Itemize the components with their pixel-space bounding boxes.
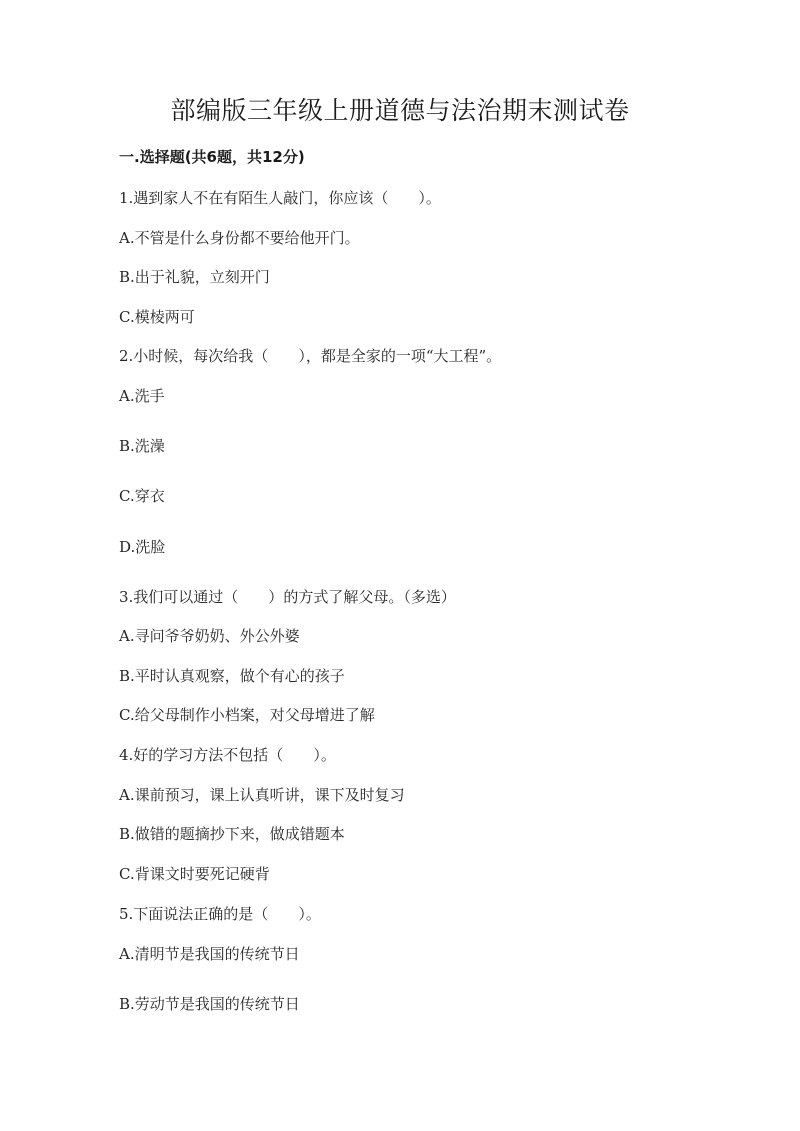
- question-3-option-b: B.平时认真观察，做个有心的孩子: [119, 667, 345, 685]
- question-4-option-c: C.背课文时要死记硬背: [119, 865, 270, 883]
- page-title: 部编版三年级上册道德与法治期末测试卷: [170, 96, 630, 125]
- question-3-option-c: C.给父母制作小档案，对父母增进了解: [119, 706, 375, 724]
- question-3-option-a: A.寻问爷爷奶奶、外公外婆: [119, 627, 300, 645]
- question-2-option-a: A.洗手: [119, 387, 165, 405]
- section-header: 一.选择题(共6题，共12分): [119, 148, 305, 166]
- question-1-stem: 1.遇到家人不在有陌生人敲门，你应该（ ）。: [119, 189, 441, 207]
- question-2-stem: 2.小时候，每次给我（ ），都是全家的一项“大工程”。: [119, 347, 502, 365]
- question-2-option-b: B.洗澡: [119, 437, 165, 455]
- question-1-option-b: B.出于礼貌，立刻开门: [119, 268, 270, 286]
- question-2-option-d: D.洗脸: [119, 538, 166, 556]
- question-1-option-a: A.不管是什么身份都不要给他开门。: [119, 229, 360, 247]
- question-4-option-a: A.课前预习，课上认真听讲，课下及时复习: [119, 786, 405, 804]
- question-3-stem: 3.我们可以通过（ ）的方式了解父母。（多选）: [119, 588, 456, 606]
- question-5-stem: 5.下面说法正确的是（ ）。: [119, 905, 321, 923]
- question-4-option-b: B.做错的题摘抄下来，做成错题本: [119, 825, 345, 843]
- question-2-option-c: C.穿衣: [119, 487, 165, 505]
- question-4-stem: 4.好的学习方法不包括（ ）。: [119, 746, 336, 764]
- question-5-option-a: A.清明节是我国的传统节日: [119, 945, 300, 963]
- question-1-option-c: C.模棱两可: [119, 308, 195, 326]
- question-5-option-b: B.劳动节是我国的传统节日: [119, 995, 300, 1013]
